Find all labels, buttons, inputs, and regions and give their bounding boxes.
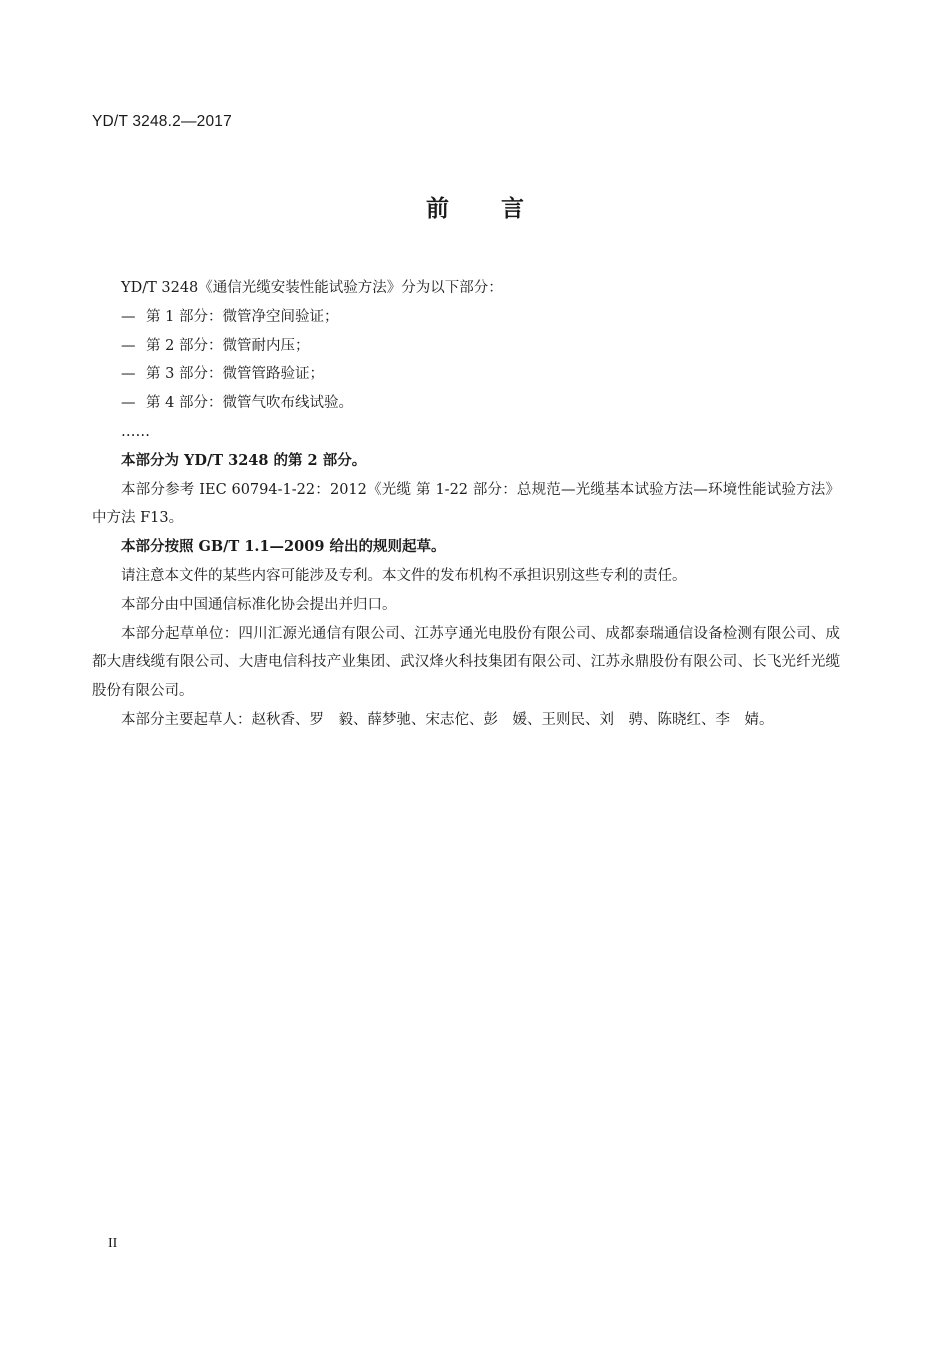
paragraph-patent-notice: 请注意本文件的某些内容可能涉及专利。本文件的发布机构不承担识别这些专利的责任。 — [121, 567, 687, 584]
title-char-2: 言 — [501, 196, 524, 222]
title-char-1: 前 — [426, 196, 449, 222]
intro-paragraph: YD/T 3248《通信光缆安装性能试验方法》分为以下部分： — [121, 280, 503, 296]
paragraph-drafting-rules: 本部分按照 GB/T 1.1—2009 给出的规则起草。 — [121, 538, 446, 556]
page-title — [0, 190, 950, 223]
page-number: II — [108, 1236, 118, 1251]
list-dash: — — [121, 395, 136, 412]
list-item-text: 第 2 部分：微管耐内压； — [146, 337, 310, 354]
paragraph-drafting-units: 本部分起草单位：四川汇源光通信有限公司、江苏亨通光电股份有限公司、成都泰瑞通信设备检测有限公司、成都大唐线缆有限公司、大唐电信科技产业集团、武汉烽火科技集团有限公司、江苏永鼎股份有限公司、长飞光纤光缆股份有限公司。 — [92, 625, 840, 700]
list-item — [92, 332, 840, 361]
list-item — [92, 389, 840, 418]
list-dash: — — [121, 308, 136, 325]
list-dash: — — [121, 366, 136, 383]
document-number: YD/T 3248.2—2017 — [92, 113, 232, 130]
ellipsis: …… — [121, 423, 150, 440]
paragraph-proposer: 本部分由中国通信标准化协会提出并归口。 — [121, 596, 397, 613]
foreword-body — [92, 274, 840, 735]
list-dash: — — [121, 337, 136, 354]
list-item-text: 第 3 部分：微管管路验证； — [146, 366, 324, 383]
list-item — [92, 303, 840, 332]
list-item-text: 第 4 部分：微管气吹布线试验。 — [146, 395, 353, 412]
paragraph-part-statement: 本部分为 YD/T 3248 的第 2 部分。 — [121, 451, 367, 469]
list-item — [92, 360, 840, 389]
paragraph-reference: 本部分参考 IEC 60794-1-22：2012《光缆 第 1-22 部分：总规范—光缆基本试验方法—环境性能试验方法》中方法 F13。 — [92, 481, 840, 527]
paragraph-drafters: 本部分主要起草人：赵秋香、罗 毅、薛梦驰、宋志佗、彭 媛、王则民、刘 骋、陈晓红、李 婧。 — [121, 711, 774, 728]
list-item-text: 第 1 部分：微管净空间验证； — [146, 308, 339, 325]
